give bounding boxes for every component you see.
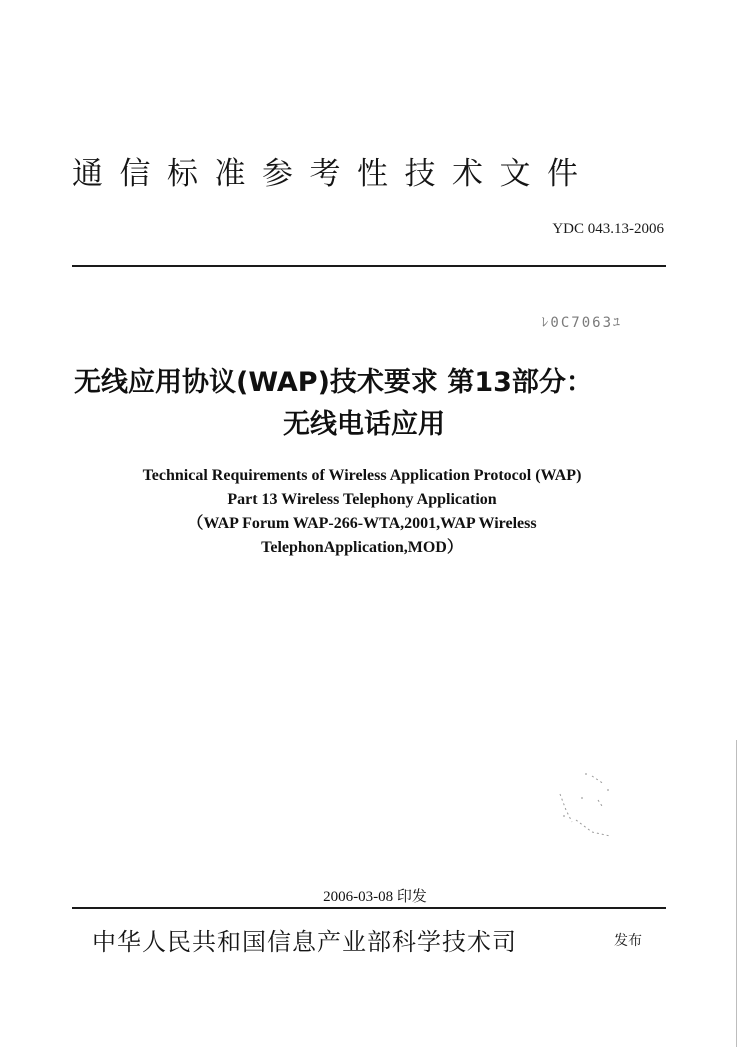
chinese-title-line-2: 无线电话应用 bbox=[283, 409, 445, 440]
english-title-line-1: Technical Requirements of Wireless Application Protocol (WAP) bbox=[142, 467, 582, 484]
english-title-line-3: （WAP Forum WAP-266-WTA,2001,WAP Wireless bbox=[187, 515, 537, 532]
publish-label: 发布 bbox=[614, 933, 642, 949]
issue-date: 2006-03-08 印发 bbox=[323, 889, 427, 905]
document-number: YDC 043.13-2006 bbox=[552, 221, 664, 237]
top-divider bbox=[72, 265, 666, 267]
english-title-line-2: Part 13 Wireless Telephony Application bbox=[227, 491, 497, 508]
english-title bbox=[0, 464, 724, 560]
publisher-name: 中华人民共和国信息产业部科学技术司 bbox=[92, 928, 517, 956]
stamp-number: ﾚ0C7063ﾕ bbox=[541, 315, 622, 331]
chinese-title-line-1: 无线应用协议(WAP)技术要求 第13部分： bbox=[74, 367, 593, 398]
english-title-line-4: TelephonApplication,MOD） bbox=[261, 539, 463, 556]
bottom-divider bbox=[72, 907, 666, 909]
scan-artifact-mark bbox=[552, 770, 616, 840]
document-category-title: 通信标准参考性技术文件 bbox=[72, 156, 595, 192]
